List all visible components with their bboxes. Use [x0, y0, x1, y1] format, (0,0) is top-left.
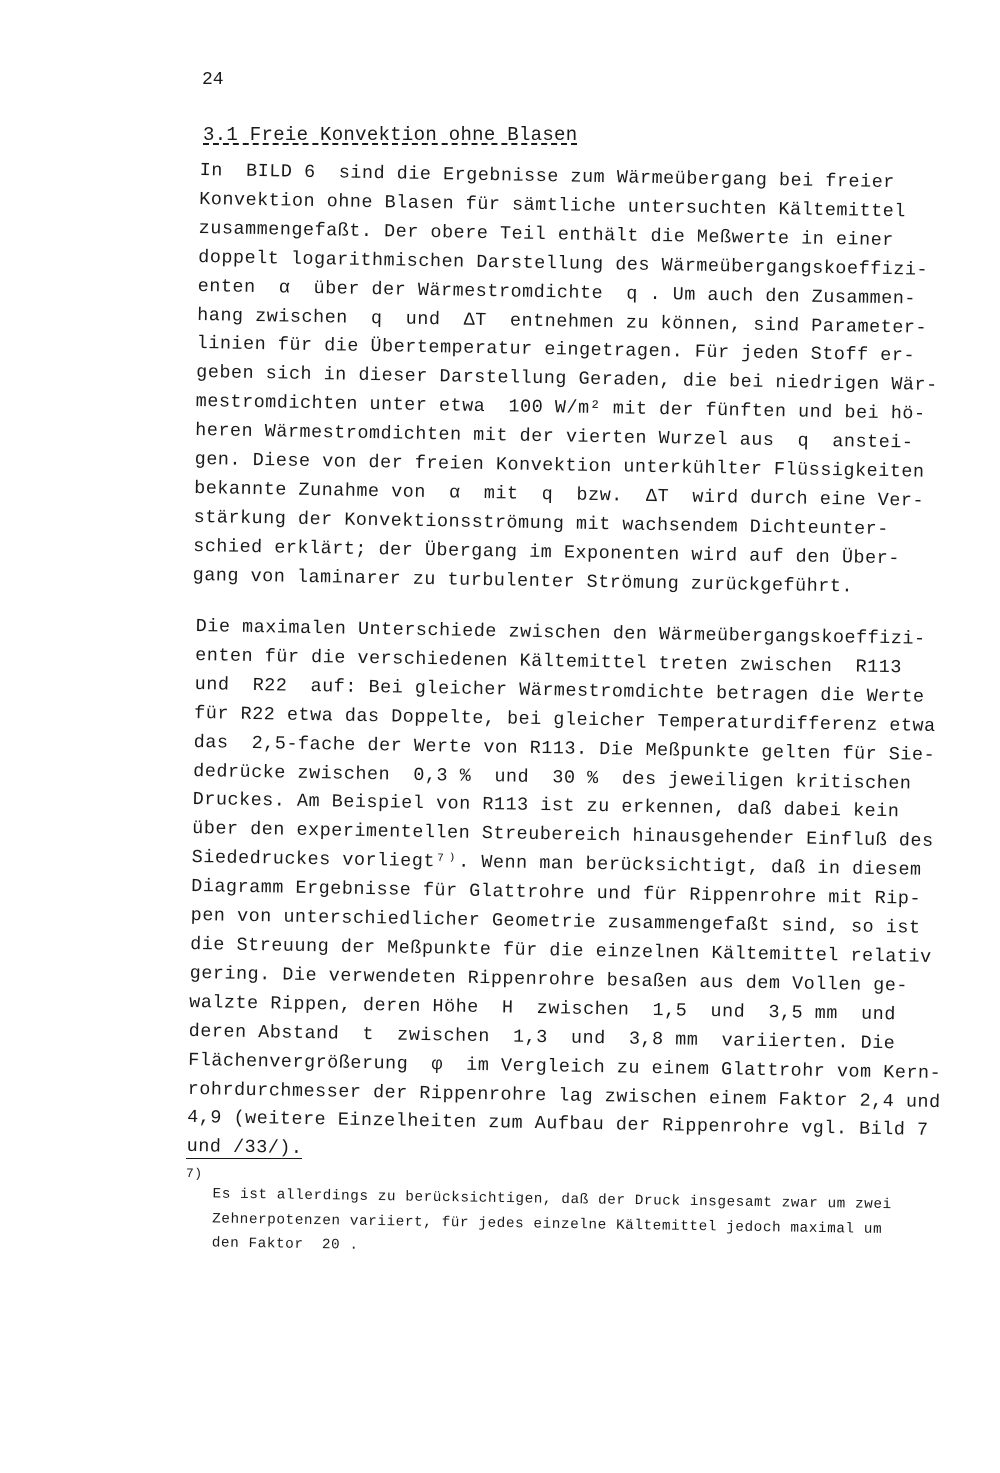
paragraph-line: bekannte Zunahme von α mit q bzw. ΔT wird durch eine Ver-: [194, 477, 925, 512]
footnote-line: Zehnerpotenzen variiert, für jedes einzelne Kältemittel jedoch maximal um: [212, 1210, 883, 1238]
paragraph-line: Siededruckes vorliegt⁷⁾. Wenn man berücksichtigt, daß in diesem: [191, 847, 922, 881]
paragraph-line: rohrdurchmesser der Rippenrohre lag zwischen einem Faktor 2,4 und: [187, 1078, 941, 1113]
paragraph-line: heren Wärmestromdichten mit der vierten Wurzel aus q anstei-: [195, 420, 914, 454]
paragraph-line: zusammengefaßt. Der obere Teil enthält die Meßwerte in einer: [198, 217, 895, 251]
footnote-line: den Faktor 20 .: [211, 1235, 359, 1254]
paragraph-line: gang von laminarer zu turbulenter Strömung zurückgeführt.: [192, 564, 854, 598]
paragraph-line: Konvektion ohne Blasen für sämtliche untersuchten Kältemittel: [199, 188, 907, 223]
footnote: [185, 1166, 946, 1267]
paragraph-line: linien für die Übertemperatur eingetragen. Für jeden Stoff er-: [196, 333, 916, 367]
paragraph-line: Diagramm Ergebnisse für Glattrohre und für Rippenrohre mit Rip-: [191, 876, 922, 910]
paragraph-line: schied erklärt; der Übergang im Exponenten wird auf den Über-: [193, 535, 901, 570]
paragraph-line: dedrücke zwischen 0,3 % und 30 % des jeweiligen kritischen: [193, 760, 912, 795]
paragraph-line: das 2,5-fache der Werte von R113. Die Meßpunkte gelten für Sie-: [193, 731, 936, 766]
paragraph-line: 4,9 (weitere Einzelheiten zum Aufbau der Rippenrohre vgl. Bild 7: [187, 1107, 929, 1142]
footnote-line: Es ist allerdings zu berücksichtigen, daß der Druck insgesamt zwar um zwei: [212, 1186, 892, 1214]
paragraph-line: deren Abstand t zwischen 1,3 und 3,8 mm variierten. Die: [188, 1020, 896, 1054]
paragraph-line: mestromdichten unter etwa 100 W/m² mit der fünften und bei hö-: [195, 391, 926, 425]
paragraph-line: In BILD 6 sind die Ergebnisse zum Wärmeübergang bei freier: [199, 159, 896, 194]
paragraph-line: Druckes. Am Beispiel von R113 ist zu erkennen, daß dabei kein: [192, 789, 900, 823]
paragraph-line: die Streuung der Meßpunkte für die einzelnen Kältemittel relativ: [190, 933, 932, 968]
paragraph-line: pen von unterschiedlicher Geometrie zusammengefaßt sind, so ist: [190, 905, 921, 939]
paragraph-line: doppelt logarithmischen Darstellung des Wärmeübergangskoeffizi-: [198, 246, 929, 281]
paragraph-line: geben sich in dieser Darstellung Geraden, die bei niedrigen Wär-: [196, 362, 938, 397]
page-number: 24: [202, 70, 224, 90]
paragraph-line: walzte Rippen, deren Höhe H zwischen 1,5 und 3,5 mm und: [189, 991, 897, 1026]
paragraph-line: enten α über der Wärmestromdichte q . Um auch den Zusammen-: [197, 275, 917, 310]
paragraph-1: [192, 157, 939, 603]
paragraph-line: über den experimentellen Streubereich hinausgehender Einfluß des: [192, 818, 934, 853]
paragraph-line: enten für die verschiedenen Kältemittel treten zwischen R113: [195, 644, 903, 679]
paragraph-2: [186, 613, 942, 1175]
paragraph-line: für R22 etwa das Doppelte, bei gleicher Temperaturdifferenz etwa: [194, 702, 936, 737]
footnote-separator: [186, 1158, 302, 1159]
paragraph-line: gering. Die verwendeten Rippenrohre besaßen aus dem Vollen ge-: [189, 962, 909, 997]
paragraph-line: Flächenvergrößerung φ im Vergleich zu einem Glattrohr vom Kern-: [188, 1049, 942, 1084]
paragraph-line: stärkung der Konvektionsströmung mit wachsendem Dichteunter-: [193, 506, 889, 540]
paragraph-line: hang zwischen q und ΔT entnehmen zu können, sind Parameter-: [197, 304, 928, 339]
paragraph-line: gen. Diese von der freien Konvektion unterkühlter Flüssigkeiten: [194, 449, 925, 483]
footnote-mark: 7): [185, 1166, 203, 1182]
paragraph-line: Die maximalen Unterschiede zwischen den Wärmeübergangskoeffizi-: [195, 615, 926, 650]
section-heading: 3.1 Freie Konvektion ohne Blasen: [203, 124, 578, 146]
footnote-body: [185, 1182, 946, 1267]
paragraph-line: und R22 auf: Bei gleicher Wärmestromdichte betragen die Werte: [194, 673, 925, 708]
paragraph-line: und /33/).: [186, 1136, 303, 1160]
